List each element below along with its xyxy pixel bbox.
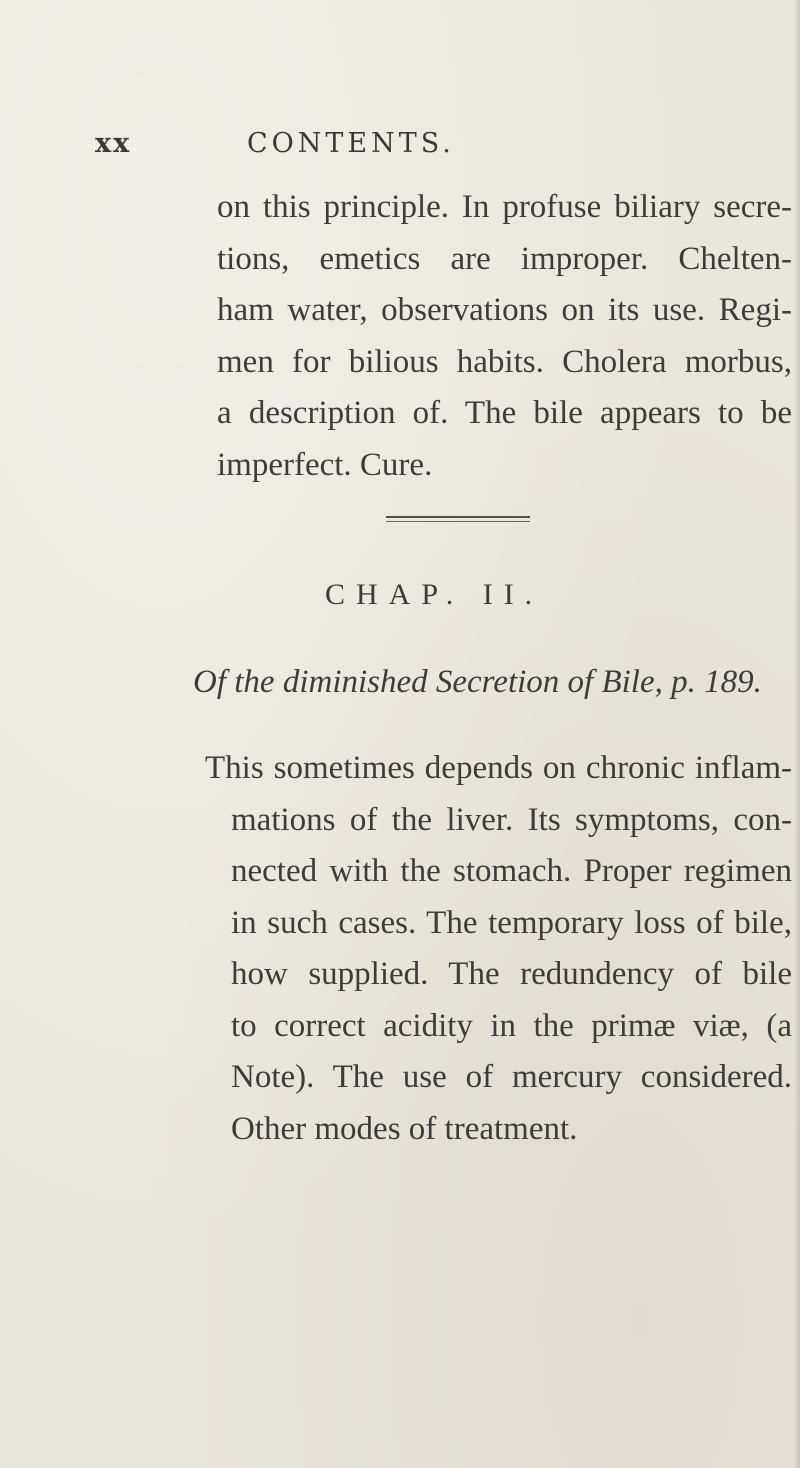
paragraph-continued	[217, 182, 792, 491]
text-line: Note). The use of mercury considered.	[231, 1059, 792, 1095]
text-line: tions, emetics are improper. Chelten-	[217, 240, 792, 277]
running-head: CONTENTS.	[247, 128, 455, 159]
page-edge-shadow	[794, 0, 800, 1468]
chapter-subtitle: Of the diminished Secretion of Bile, p. 189.	[193, 664, 762, 700]
text-line: This sometimes depends on chronic inflam-	[205, 750, 792, 786]
chapter-heading: CHAP. II.	[325, 578, 544, 611]
section-divider	[386, 516, 530, 525]
divider-rule	[386, 516, 530, 518]
text-line: imperfect. Cure.	[217, 446, 433, 483]
text-line: on this principle. In profuse biliary secre-	[217, 189, 792, 225]
text-line: men for bilious habits. Cholera morbus,	[217, 343, 792, 380]
text-line: mations of the liver. Its symptoms, con-	[231, 801, 792, 838]
text-line: how supplied. The redundency of bile	[231, 956, 792, 992]
text-line: to correct acidity in the primæ viæ, (a	[231, 1007, 792, 1044]
divider-rule-thin	[386, 521, 530, 522]
text-line: nected with the stomach. Proper regimen	[231, 853, 792, 889]
text-line: in such cases. The temporary loss of bile,	[231, 904, 792, 941]
page-header	[95, 128, 655, 168]
text-line: a description of. The bile appears to be	[217, 395, 792, 431]
chapter-summary-paragraph	[205, 743, 792, 1155]
text-line: Other modes of treatment.	[231, 1110, 578, 1147]
text-line: ham water, observations on its use. Regi-	[217, 292, 792, 328]
page-number: xx	[95, 128, 132, 159]
